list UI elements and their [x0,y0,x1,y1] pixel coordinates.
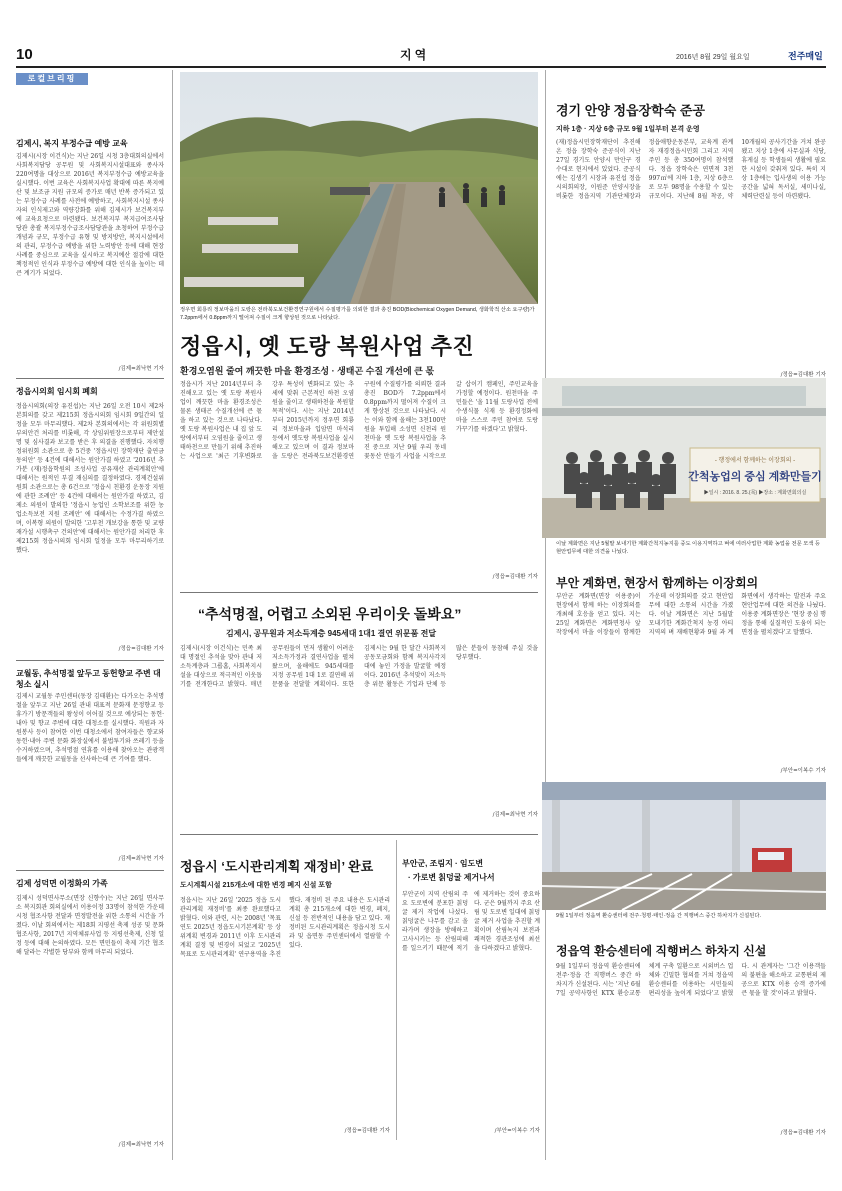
brief-divider [16,660,164,661]
right-middle-byline: /부안=이복수 기자 [780,768,826,774]
feature-subhead: 김제시, 공무원과 저소득계층 945세대 1대1 결연 위문품 전달 [226,629,437,638]
right-middle-headline: 부안 계화면, 현장서 함께하는 이장회의 [556,576,759,590]
feature-headline: “추석명절, 어렵고 소외된 우리이웃 돌봐요” [198,606,462,622]
main-photo-caption: 정우면 회룡리 정보마을의 도랑은 전라북도보건환경연구원에서 수질평가를 의뢰한 결과 총진 BOD(Biochemical Oxygen Demand, 생화학적 산소 요구량)가 7.2ppm에서 0.8ppm까지 떨어져 수질이 크게 향상된 것으로 나타났다. [180,307,535,321]
right-top-headline: 경기 안양 정읍장학숙 준공 [556,103,705,118]
page-number: 10 [16,46,33,63]
brief-byline-3: /김제=최낙현 기자 [118,856,164,862]
bottom-middle-subhead: · 가로변 칡덩굴 제거나서 [408,873,495,882]
banner-line2: 간척농업의 중심 계화만들기 [688,471,822,483]
bottom-middle-body: 부안군이 지역 산림의 주요 도로변에 분포한 칡덩굴 제거 작업에 나섰다. 칡덩굴은 나무를 감고 올라가며 생장을 방해하고 고사시키는 등 산림피해를 일으키기 때문에 적기에 제거하는 것이 중요하다. 군은 9월까지 주요 산림 및 도로변 일대에 칡덩굴 제거 사업을 추진할 계획이며 산림녹지 보전과 쾌적한 경관조성에 최선을 다하겠다고 밝혔다. [402,891,540,952]
banner-line1: - 행정에서 함께하는 이장회의 - [714,458,796,464]
main-headline: 정읍시, 옛 도랑 복원사업 추진 [180,334,475,359]
feature-byline: /김제=최낙현 기자 [492,812,538,818]
right-top-body: (재)정읍시민장학재단이 추진해온 정읍 장학숙 준공식이 지난 27일 경기도 안양시 만안구 경수대로 현지에서 있었다. 준공식에는 김생기 시장과 유진섭 정읍시의회의장, 이원준 안양시장을 비롯한 정읍지역 기관단체장과 정읍애향운동본부, 교육계 관계자 재경정읍시민회 그리고 지역주민 등 총 350여명이 참석했다. 정읍 장학숙은 연면적 3천 997㎡에 지하 1층, 지상 6층으로 모두 98명을 수용할 수 있는 규모이다. 지난해 8월 착공, 약 10개월의 공사기간을 거쳐 완공됐고 지상 1층에 사무실과 식당, 휴게실 등 학생들의 생활에 필요한 시설이 갖춰져 있다. 특히 지상 1층에는 입사생의 이용 가능 공간을 넓혀 독서실, 세미나실, 체력단련실 등이 마련됐다. [556,139,826,200]
bottom-right-body: 9월 1일부터 정읍역 환승센터에 전주·정읍 간 직행버스 중간 하차지가 신설된다. 시는 '지난 6월 7일 공약사항인 KTX 환승교통체계 구축 일환으로 시외버스 업체와 긴밀한 협의를 거쳐 정읍역 환승센터를 이용하는 시민들의 편리성을 높이게 되었다'고 밝혔다. 시 관계자는 '그간 이용객들의 불편을 해소하고 교통편의 제공으로 KTX 이용 승객 증가에 큰 몫을 할 것'이라고 밝혔다. [556,963,826,997]
stream-restoration-photo [180,72,538,304]
brief-byline-1: /김제=최낙현 기자 [118,366,164,372]
main-subhead: 환경오염원 줄여 깨끗한 마을 환경조성 · 생태곤 수질 개선에 큰 몫 [180,366,435,376]
issue-date: 2016년 8월 29일 월요일 [676,54,750,61]
brief-title-2: 정읍시의회 임시회 폐회 [16,387,98,396]
village-meeting-photo [542,378,826,538]
column-divider [545,70,546,1160]
brief-body-4: 김제시 성덕면사무소(면장 신향수)는 지난 26일 면사무소 복지회관 회의실에서 이용이정 33명이 참석한 가운데 시청 협조사항 전달과 면정발전을 위한 소통의 시간을 가졌다. 이날 회의에서는 제18회 지평선 축제 성공 및 문화 협조사항, 2017년 지역체류사업 등 지평선축제, 신청 일정 등에 대해 논의하였다. 모든 면민들이 축제 기간 협조해 달라는 각별한 당부와 함께 마무리 되었다. [16,895,164,956]
local-briefing-logo: 로컬브리핑 [16,73,88,85]
main-body: 정읍시가 지난 2014년부터 추진해오고 있는 옛 도랑 복원사업이 깨끗한 마을 환경조성은 물론 생태곤 수질개선에 큰 몫을 하고 있는 것으로 나타났다. 옛 도랑 복원사업은 내 집 앞 도랑에서부터 오염원을 줄이고 생태하천으로 만들기 위해 추진하는 사업으로 '최근 기후변화로 강우 특성이 변화되고 있는 추세에 맞춰 근본적인 하천 오염원을 줄이고 생태하천을 복원할 목적'이다. 시는 지난 2014년부터 2015년까지 정우면 회룡리 정보마을과 입암면 마석리 등에서 옛도랑 복원사업을 실시해오고 있으며 이 결과 정보마을 도랑은 전라북도보건환경연구원에 수질평가를 의뢰한 결과 총진 BOD가 7.2ppm에서 0.8ppm까지 떨어져 수질이 크게 향상된 것으로 나타났다. 시는 이와 함께 올해는 3천100만원을 투입해 소성면 신천리 원천마을 옛 도랑 복원사업을 추진 중으로 지난 9월 우리 동네 꽃동산 만들기 사업을 시작으로 갈 삽이기 캠페인, 주민교육을 가정할 예정이다. 원천마을 주민들은 '올 11월 도랑사업 전에 수생식물 식재 등 환경정화에 마을 스스로 주민 참여로 도랑 가꾸기를 하겠다'고 밝혔다. [180,381,538,460]
right-middle-body: 부안군 계화면(면장 이용중)이 현장에서 함께 하는 이장회의를 개최해 호응을 얻고 있다. 지는 25일 계화면은 계화면청사 앞 작장에서 마을 이장들이 함께한 가운데 이장회의를 갖고 현안업무에 대한 소통의 시간을 가졌다. 이날 계화면은 지난 5월말 모내기한 계화간척지 농경 아티지역의 벼 재배현황과 9월 과 계화면에서 생각하는 발전과 주요 현안업무에 대한 의견을 나눴다. 이용중 계화면장은 '현장 중심 행정을 통해 실질적인 도움이 되는 면정을 펼치겠다'고 말했다. [556,593,826,636]
banner-date: ▶일시 : 2016. 8. 25.(목) ▶장소 : 계화면회의실 [703,490,807,496]
brief-body-2: 정읍시의회(의장 유진섭)는 지난 26일 오전 10시 제2차 본회의를 갖고 제215회 정읍시의회 임시회 9일간의 일정을 모두 마무리했다. 제2차 본회의에서는 각 위원회별 부의안건 처리를 비롯해, 각 상임위원장으로부터 제안설명 및 심사결과 보고를 받은 후 의결을 진행했다. 자치행정위원회 소관으로 총 5건중 '정읍시민 장학재단 출연금 동의안' 등 4건에 대해서는 원안가결 하였고 '2016년 추가분 (재)정읍학원의 조성사업 공유재산 관리계획안'에 대해서는 원적인 부결 재심의를 결정하였다. 경제건설위원회 소관으로는 총 6건으로 '정읍시 친환경 운동장 지원에 관한 조례안' 등 4건에 대해서는 원안가결 하였고, 김제소 의원이 발의한 '정읍시 농업인 소학보조를 위한 농업소득보전 지원 조례안' 에 대해서는 수정가결 하였으며, 이복형 의원이 발의한 '고부천 개보강을 통한 및 교량 재가설 시행촉구 건의안'에 대해서는 원안가결 처리한 후 제215회 정읍시의회 임시회 일정을 모두 마무리하기로 했다. [16,403,164,554]
right-middle-caption: 이날 계화면은 지난 5월말 보내기한 계화간척지농지를 중도 이용지역하고 벼에 여러사업한 계화 농업을 전문 모색 등 현안업무에 대한 의견을 나눴다. [556,541,821,555]
bottom-left-headline: 정읍시 ‘도시관리계획 재정비’ 완료 [180,859,374,874]
brief-byline-4: /김제=최낙현 기자 [118,1142,164,1148]
bottom-left-body: 정읍시는 지난 26일 '2025 정읍 도시관리계획 재정비'를 최종 완료했다고 밝혔다. 이와 관련, 시는 2008년 '목표연도 2025년 정읍도시기본계획' 등 상위계획 변경과 2011년 이후 도시관리계획 결정 및 변경이 되었고 '2025년 목표로 도시관리계획' 연구용역을 추진했다. 재정비 된 주요 내용은 도시관리계획 총 215개소에 대한 변경, 폐지, 신설 등 전반적인 내용을 담고 있다. 재정비된 도시관리계획은 정읍시청 도시과 및 읍면동 주민센터에서 열람할 수 있다. [180,897,390,958]
brief-title-4: 김제 성덕면 이정화의 가족 [16,879,108,888]
brief-body-1: 김제시(시장 이건식)는 지난 26일 시청 3층대회의실에서 사회복지담당 공무원 및 사회복지시설대표와 종사자 220여명을 대상으로 2016년 복지부정수급 예방교육을 실시했다. 이번 교육은 사회복지사업 확대에 따른 복지예산 및 보조금 지원 규모의 증가로 매년 반복 증가되고 있는 부정수급 사례를 사전에 예방하고, 사회복지시설 종사자의 인식제고와 역량강화를 위해 김제시가 보건복지부에 교육요청으로 마련됐다. 보건복지부 복지급여조사담당관 총괄 복지부정수급조사담당관을 초청하여 부정수급개념과 규모, 부정수급 유형 및 방지방안, 복지시설에서의 관리, 부정수급 예방을 위한 노력방안 등에 대해 현장 사례를 중심으로 교육을 실시하고 복지예산 절감에 대한 책정적인 인식과 부정수급 예방에 대한 인식을 높이는 데 큰 계기가 되었다. [16,153,164,277]
bottom-right-headline: 정읍역 환승센터에 직행버스 하차지 신설 [556,944,767,958]
bus-station-photo [542,782,826,910]
brief-title-1: 김제시, 복지 부정수급 예방 교육 [16,139,128,148]
brief-title-3: 교월동, 추석명절 앞두고 동헌향교 주변 대청소 실시 [16,669,161,689]
bottom-middle-byline: /부안=이복수 기자 [494,1128,540,1134]
brief-body-3: 김제시 교월동 주민센터(동장 김태환)는 다가오는 추석명절을 앞두고 지난 26일 관내 대표적 문화재 문정향교 등 휴가기 방문객들의 왕성이 이어질 것으로 예상되는 동헌·내아 및 향교 주변에 대한 대청소를 실시했다. 직원과 자원봉사 등이 참여한 이번 대청소에서 참여자들은 향교와 동헌·내아 주변 문화 화장실에서 불법투기와 쓰레기 등을 수거하였으며, 추석명절 연휴를 이용해 찾아오는 관광객들에게 깨끗한 교월동을 선사하는데 큰 기여를 했다. [16,693,164,763]
header-rule [16,66,826,68]
bottom-left-subhead: 도시계획시설 215개소에 대한 변경 폐지 신설 포함 [180,882,332,889]
right-top-subhead: 지하 1층 · 지상 6층 규모 9월 1일부터 본격 운영 [556,126,700,133]
brief-byline-2: /정읍=김대환 기자 [118,646,164,652]
feature-body: 김제시(시장 이건식)는 민족 최대 명절인 추석을 맞아 관내 저소득계층과 그룹홈, 사회복지시설을 대상으로 적극적인 이웃돕기를 전개한다고 밝혔다. 매년 공무원들이 먼저 생활이 어려운 저소득가정과 결연사업을 펼쳐 왔으며, 올해에도 945세대를 지정 공무원 1대 1로 결연해 위문품을 전달할 계획이다. 또한 김제시는 9월 한 달간 사회복지공동모금회와 함께 복지사각지대에 놓인 가정을 발굴할 예정이다. 2016년 추석맞이 저소득층 위문 활동은 기업과 단체 등 많은 분들이 동참해 주실 것을 당부했다. [180,645,538,688]
bottom-left-byline: /정읍=김대환 기자 [344,1128,390,1134]
bottom-right-byline: /정읍=김대환 기자 [780,1130,826,1136]
column-divider [172,70,173,1160]
section-title: 지역 [400,48,430,62]
brief-divider [16,378,164,379]
right-top-byline: /정읍=김대환 기자 [780,372,826,378]
bottom-right-caption: 9월 1일부터 정읍역 환승센터에 전주·청평·태인·정읍 간 직행버스 중간 하차지가 신설된다. [556,913,761,919]
column-divider [396,840,397,1140]
bottom-middle-headline: 부안군, 조림지 · 임도변 [402,859,484,868]
brief-divider [16,870,164,871]
bottom-rule [180,834,538,835]
main-byline: /정읍=김대환 기자 [492,574,538,580]
paper-name: 전주매일 [788,51,823,61]
feature-rule [180,592,538,593]
